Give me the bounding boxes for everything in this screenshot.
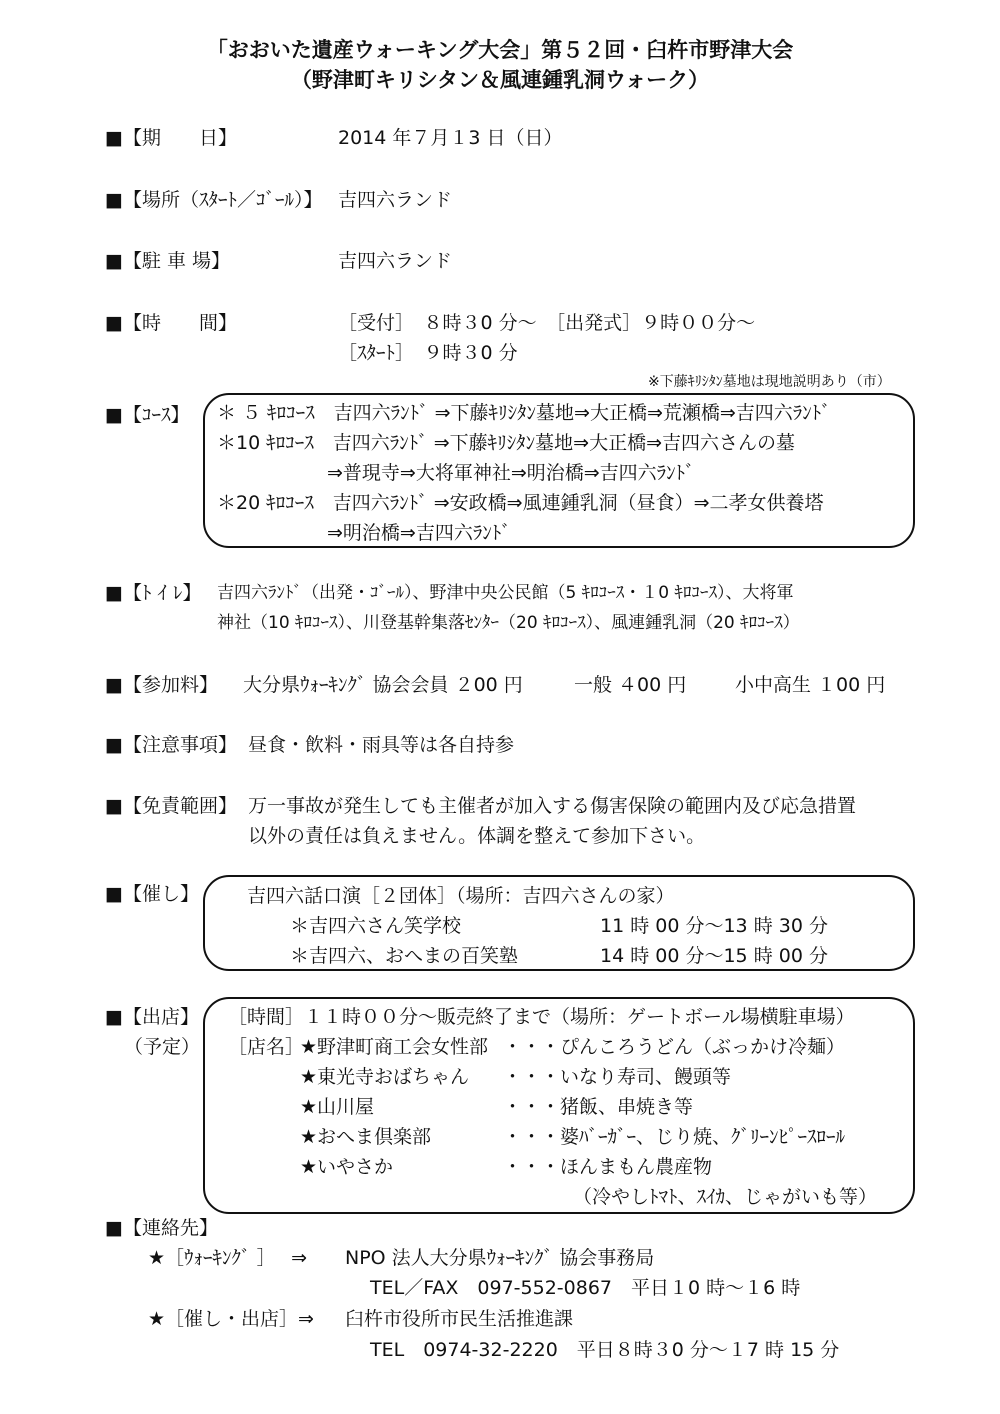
shop-items: ・・・いなり寿司、饅頭等 <box>503 1066 732 1088</box>
event-time: 14 時 00 分～15 時 00 分 <box>600 945 828 967</box>
shop-name: ★おへま倶楽部 <box>300 1126 432 1148</box>
toilet-label: ■【ﾄ ｲ ﾚ】 <box>105 582 202 604</box>
notes-value: 昼食・飲料・雨具等は各自持参 <box>248 734 515 756</box>
event-name: ＊吉四六さん笑学校 <box>290 915 462 937</box>
events-heading: 吉四六話口演［２団体］（場所：吉四六さんの家） <box>247 885 675 907</box>
time-line-1: ［受付］ ８時３0 分～ ［出発式］９時００分～ <box>338 312 756 334</box>
venue-label: ■【場所（ｽﾀｰﾄ／ｺﾞｰﾙ）】 <box>105 189 323 211</box>
parking-label: ■【駐 車 場】 <box>105 250 231 272</box>
time-note: ※下藤ｷﾘｼﾀﾝ墓地は現地説明あり（市） <box>648 374 891 390</box>
event-time: 11 時 00 分～13 時 30 分 <box>600 915 828 937</box>
shop-items: ・・・ぴんころうどん（ぶっかけ冷麺） <box>503 1036 846 1058</box>
contact-events-org: 臼杵市役所市民生活推進課 <box>345 1308 574 1330</box>
contact-walking-org: NPO 法人大分県ｳｫｰｷﾝｸﾞ 協会事務局 <box>345 1247 655 1269</box>
event-name: ＊吉四六、おへまの百笑塾 <box>290 945 519 967</box>
events-label: ■【催し】 <box>105 883 199 905</box>
time-label: ■【時 間】 <box>105 312 237 334</box>
contact-label: ■【連絡先】 <box>105 1217 218 1239</box>
shop-note: （冷やしﾄﾏﾄ、ｽｲｶ、じゃがいも等） <box>573 1186 878 1208</box>
fee-student: 小中高生 １00 円 <box>735 674 886 696</box>
notes-label: ■【注意事項】 <box>105 734 237 756</box>
time-line-2: ［ｽﾀｰﾄ］ ９時３0 分 <box>338 342 518 364</box>
shop-name: ★東光寺おばちゃん <box>300 1066 470 1088</box>
course-10km: ＊10 ｷﾛｺｰｽ 吉四六ﾗﾝﾄﾞ ⇒下藤ｷﾘｼﾀﾝ墓地⇒大正橋⇒吉四六さんの墓 <box>217 432 796 454</box>
toilet-line-2: 神社（10 ｷﾛｺｰｽ）、川登基幹集落ｾﾝﾀｰ（20 ｷﾛｺｰｽ）、風連鍾乳洞（20 ｷﾛｺｰｽ） <box>217 613 800 633</box>
stalls-sublabel: （予定） <box>124 1036 201 1058</box>
disclaimer-line-1: 万一事故が発生しても主催者が加入する傷害保険の範囲内及び応急措置 <box>248 795 857 817</box>
stalls-shop-label: ［店名］ <box>228 1036 305 1058</box>
title-line-2: （野津町キリシタン＆風連鍾乳洞ウォーク） <box>290 68 710 92</box>
course-20km-cont: ⇒明治橋⇒吉四六ﾗﾝﾄﾞ <box>327 522 511 544</box>
contact-walking-phone: TEL／FAX 097-552-0867 平日１0 時～１6 時 <box>370 1277 801 1299</box>
contact-walking-label: ★［ｳｫｰｷﾝｸﾞ ］ ⇒ <box>148 1247 308 1269</box>
toilet-line-1: 吉四六ﾗﾝﾄﾞ（出発・ｺﾞｰﾙ）、野津中央公民館（5 ｷﾛｺｰｽ・１0 ｷﾛｺｰｽ）、大将軍 <box>217 583 794 603</box>
disclaimer-line-2: 以外の責任は負えません。体調を整えて参加下さい。 <box>248 825 706 847</box>
shop-items: ・・・猪飯、串焼き等 <box>503 1096 694 1118</box>
fee-label: ■【参加料】 <box>105 674 218 696</box>
parking-value: 吉四六ランド <box>338 250 453 272</box>
shop-name: ★いやさか <box>300 1156 394 1178</box>
title-line-1: 「おおいた遺産ウォーキング大会」第５２回・臼杵市野津大会 <box>206 38 794 62</box>
stalls-label: ■【出店】 <box>105 1006 199 1028</box>
course-5km: ＊ ５ ｷﾛｺｰｽ 吉四六ﾗﾝﾄﾞ ⇒下藤ｷﾘｼﾀﾝ墓地⇒大正橋⇒荒瀬橋⇒吉四六ﾗﾝﾄﾞ <box>217 402 831 424</box>
shop-name: ★野津町商工会女性部 <box>300 1036 489 1058</box>
shop-name: ★山川屋 <box>300 1096 375 1118</box>
shop-items: ・・・婆ﾊﾞｰｶﾞｰ、じり焼、ｸﾞﾘｰﾝﾋﾟｰｽﾛｰﾙ <box>503 1126 846 1148</box>
date-label: ■【期 日】 <box>105 127 237 149</box>
fee-general: 一般 ４00 円 <box>574 674 687 696</box>
course-10km-cont: ⇒普現寺⇒大将軍神社⇒明治橋⇒吉四六ﾗﾝﾄﾞ <box>327 462 695 484</box>
fee-member: 大分県ｳｫｰｷﾝｸﾞ 協会会員 ２00 円 <box>243 674 523 696</box>
course-20km: ＊20 ｷﾛｺｰｽ 吉四六ﾗﾝﾄﾞ ⇒安政橋⇒風連鍾乳洞（昼食）⇒二孝女供養塔 <box>217 492 824 514</box>
venue-value: 吉四六ランド <box>338 189 453 211</box>
course-label: ■【ｺｰｽ】 <box>105 404 190 426</box>
shop-items: ・・・ほんまもん農産物 <box>503 1156 713 1178</box>
date-value: 2014 年７月１3 日（日） <box>338 127 563 149</box>
contact-events-label: ★［催し・出店］⇒ <box>148 1308 314 1330</box>
stalls-time: ［時間］１１時００分～販売終了まで（場所：ゲートボール場横駐車場） <box>228 1006 855 1028</box>
contact-events-phone: TEL 0974-32-2220 平日８時３0 分～１7 時 15 分 <box>370 1339 840 1361</box>
disclaimer-label: ■【免責範囲】 <box>105 795 237 817</box>
